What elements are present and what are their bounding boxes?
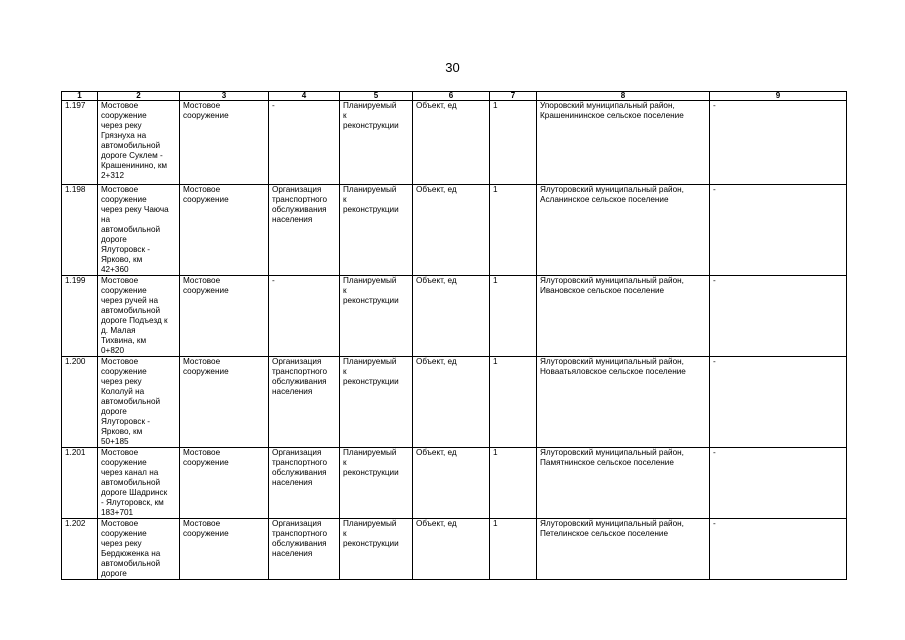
location-cell: Упоровский муниципальный район, Крашенининское сельское поселение xyxy=(537,101,710,185)
location-cell: Ялуторовский муниципальный район, Петелинское сельское поселение xyxy=(537,519,710,580)
table-row xyxy=(62,448,847,519)
table-row xyxy=(62,357,847,448)
table-row xyxy=(62,101,847,185)
purpose-cell: Организация транспортного обслуживания населения xyxy=(269,357,340,448)
location-cell: Ялуторовский муниципальный район, Ивановское сельское поселение xyxy=(537,276,710,357)
quantity-cell: 1 xyxy=(490,101,537,185)
column-header: 5 xyxy=(340,92,413,101)
quantity-cell: 1 xyxy=(490,519,537,580)
header-row xyxy=(62,92,847,101)
status-cell: Планируемый к реконструкции xyxy=(340,357,413,448)
note-cell: - xyxy=(710,357,847,448)
quantity-cell: 1 xyxy=(490,357,537,448)
purpose-cell: - xyxy=(269,101,340,185)
page-number: 30 xyxy=(445,60,460,75)
quantity-cell: 1 xyxy=(490,185,537,276)
object-name-cell: Мостовое сооружение через канал на автомобильной дороге Шадринск - Ялуторовск, км 183+701 xyxy=(98,448,180,519)
unit-cell: Объект, ед xyxy=(413,185,490,276)
object-type-cell: Мостовое сооружение xyxy=(180,519,269,580)
object-name-cell: Мостовое сооружение через реку Грязнуха на автомобильной дороге Суклем - Крашенинино, км 2+312 xyxy=(98,101,180,185)
row-number-cell: 1.202 xyxy=(62,519,98,580)
status-cell: Планируемый к реконструкции xyxy=(340,101,413,185)
status-cell: Планируемый к реконструкции xyxy=(340,448,413,519)
location-cell: Ялуторовский муниципальный район, Асланинское сельское поселение xyxy=(537,185,710,276)
unit-cell: Объект, ед xyxy=(413,101,490,185)
column-header: 2 xyxy=(98,92,180,101)
note-cell: - xyxy=(710,276,847,357)
row-number-cell: 1.199 xyxy=(62,276,98,357)
column-header: 1 xyxy=(62,92,98,101)
row-number-cell: 1.198 xyxy=(62,185,98,276)
status-cell: Планируемый к реконструкции xyxy=(340,519,413,580)
row-number-cell: 1.200 xyxy=(62,357,98,448)
object-type-cell: Мостовое сооружение xyxy=(180,276,269,357)
purpose-cell: - xyxy=(269,276,340,357)
note-cell: - xyxy=(710,185,847,276)
object-name-cell: Мостовое сооружение через ручей на автомобильной дороге Подъезд к д. Малая Тихвина, км 0+820 xyxy=(98,276,180,357)
object-type-cell: Мостовое сооружение xyxy=(180,448,269,519)
unit-cell: Объект, ед xyxy=(413,448,490,519)
row-number-cell: 1.201 xyxy=(62,448,98,519)
object-name-cell: Мостовое сооружение через реку Чаюча на автомобильной дороге Ялуторовск - Ярково, км 42+360 xyxy=(98,185,180,276)
row-number-cell: 1.197 xyxy=(62,101,98,185)
table-row xyxy=(62,276,847,357)
column-header: 7 xyxy=(490,92,537,101)
status-cell: Планируемый к реконструкции xyxy=(340,276,413,357)
note-cell: - xyxy=(710,448,847,519)
column-header: 6 xyxy=(413,92,490,101)
object-name-cell: Мостовое сооружение через реку Бердюженка на автомобильной дороге xyxy=(98,519,180,580)
object-type-cell: Мостовое сооружение xyxy=(180,185,269,276)
quantity-cell: 1 xyxy=(490,448,537,519)
column-header: 9 xyxy=(710,92,847,101)
status-cell: Планируемый к реконструкции xyxy=(340,185,413,276)
column-header: 8 xyxy=(537,92,710,101)
purpose-cell: Организация транспортного обслуживания населения xyxy=(269,448,340,519)
purpose-cell: Организация транспортного обслуживания населения xyxy=(269,185,340,276)
object-name-cell: Мостовое сооружение через реку Кололуй на автомобильной дороге Ялуторовск - Ярково, км 50+185 xyxy=(98,357,180,448)
quantity-cell: 1 xyxy=(490,276,537,357)
note-cell: - xyxy=(710,519,847,580)
object-type-cell: Мостовое сооружение xyxy=(180,357,269,448)
column-header: 4 xyxy=(269,92,340,101)
object-type-cell: Мостовое сооружение xyxy=(180,101,269,185)
table-row xyxy=(62,519,847,580)
unit-cell: Объект, ед xyxy=(413,519,490,580)
location-cell: Ялуторовский муниципальный район, Памятнинское сельское поселение xyxy=(537,448,710,519)
unit-cell: Объект, ед xyxy=(413,357,490,448)
unit-cell: Объект, ед xyxy=(413,276,490,357)
note-cell: - xyxy=(710,101,847,185)
purpose-cell: Организация транспортного обслуживания населения xyxy=(269,519,340,580)
column-header: 3 xyxy=(180,92,269,101)
register-table xyxy=(61,91,847,580)
table-row xyxy=(62,185,847,276)
location-cell: Ялуторовский муниципальный район, Новаатьяловское сельское поселение xyxy=(537,357,710,448)
